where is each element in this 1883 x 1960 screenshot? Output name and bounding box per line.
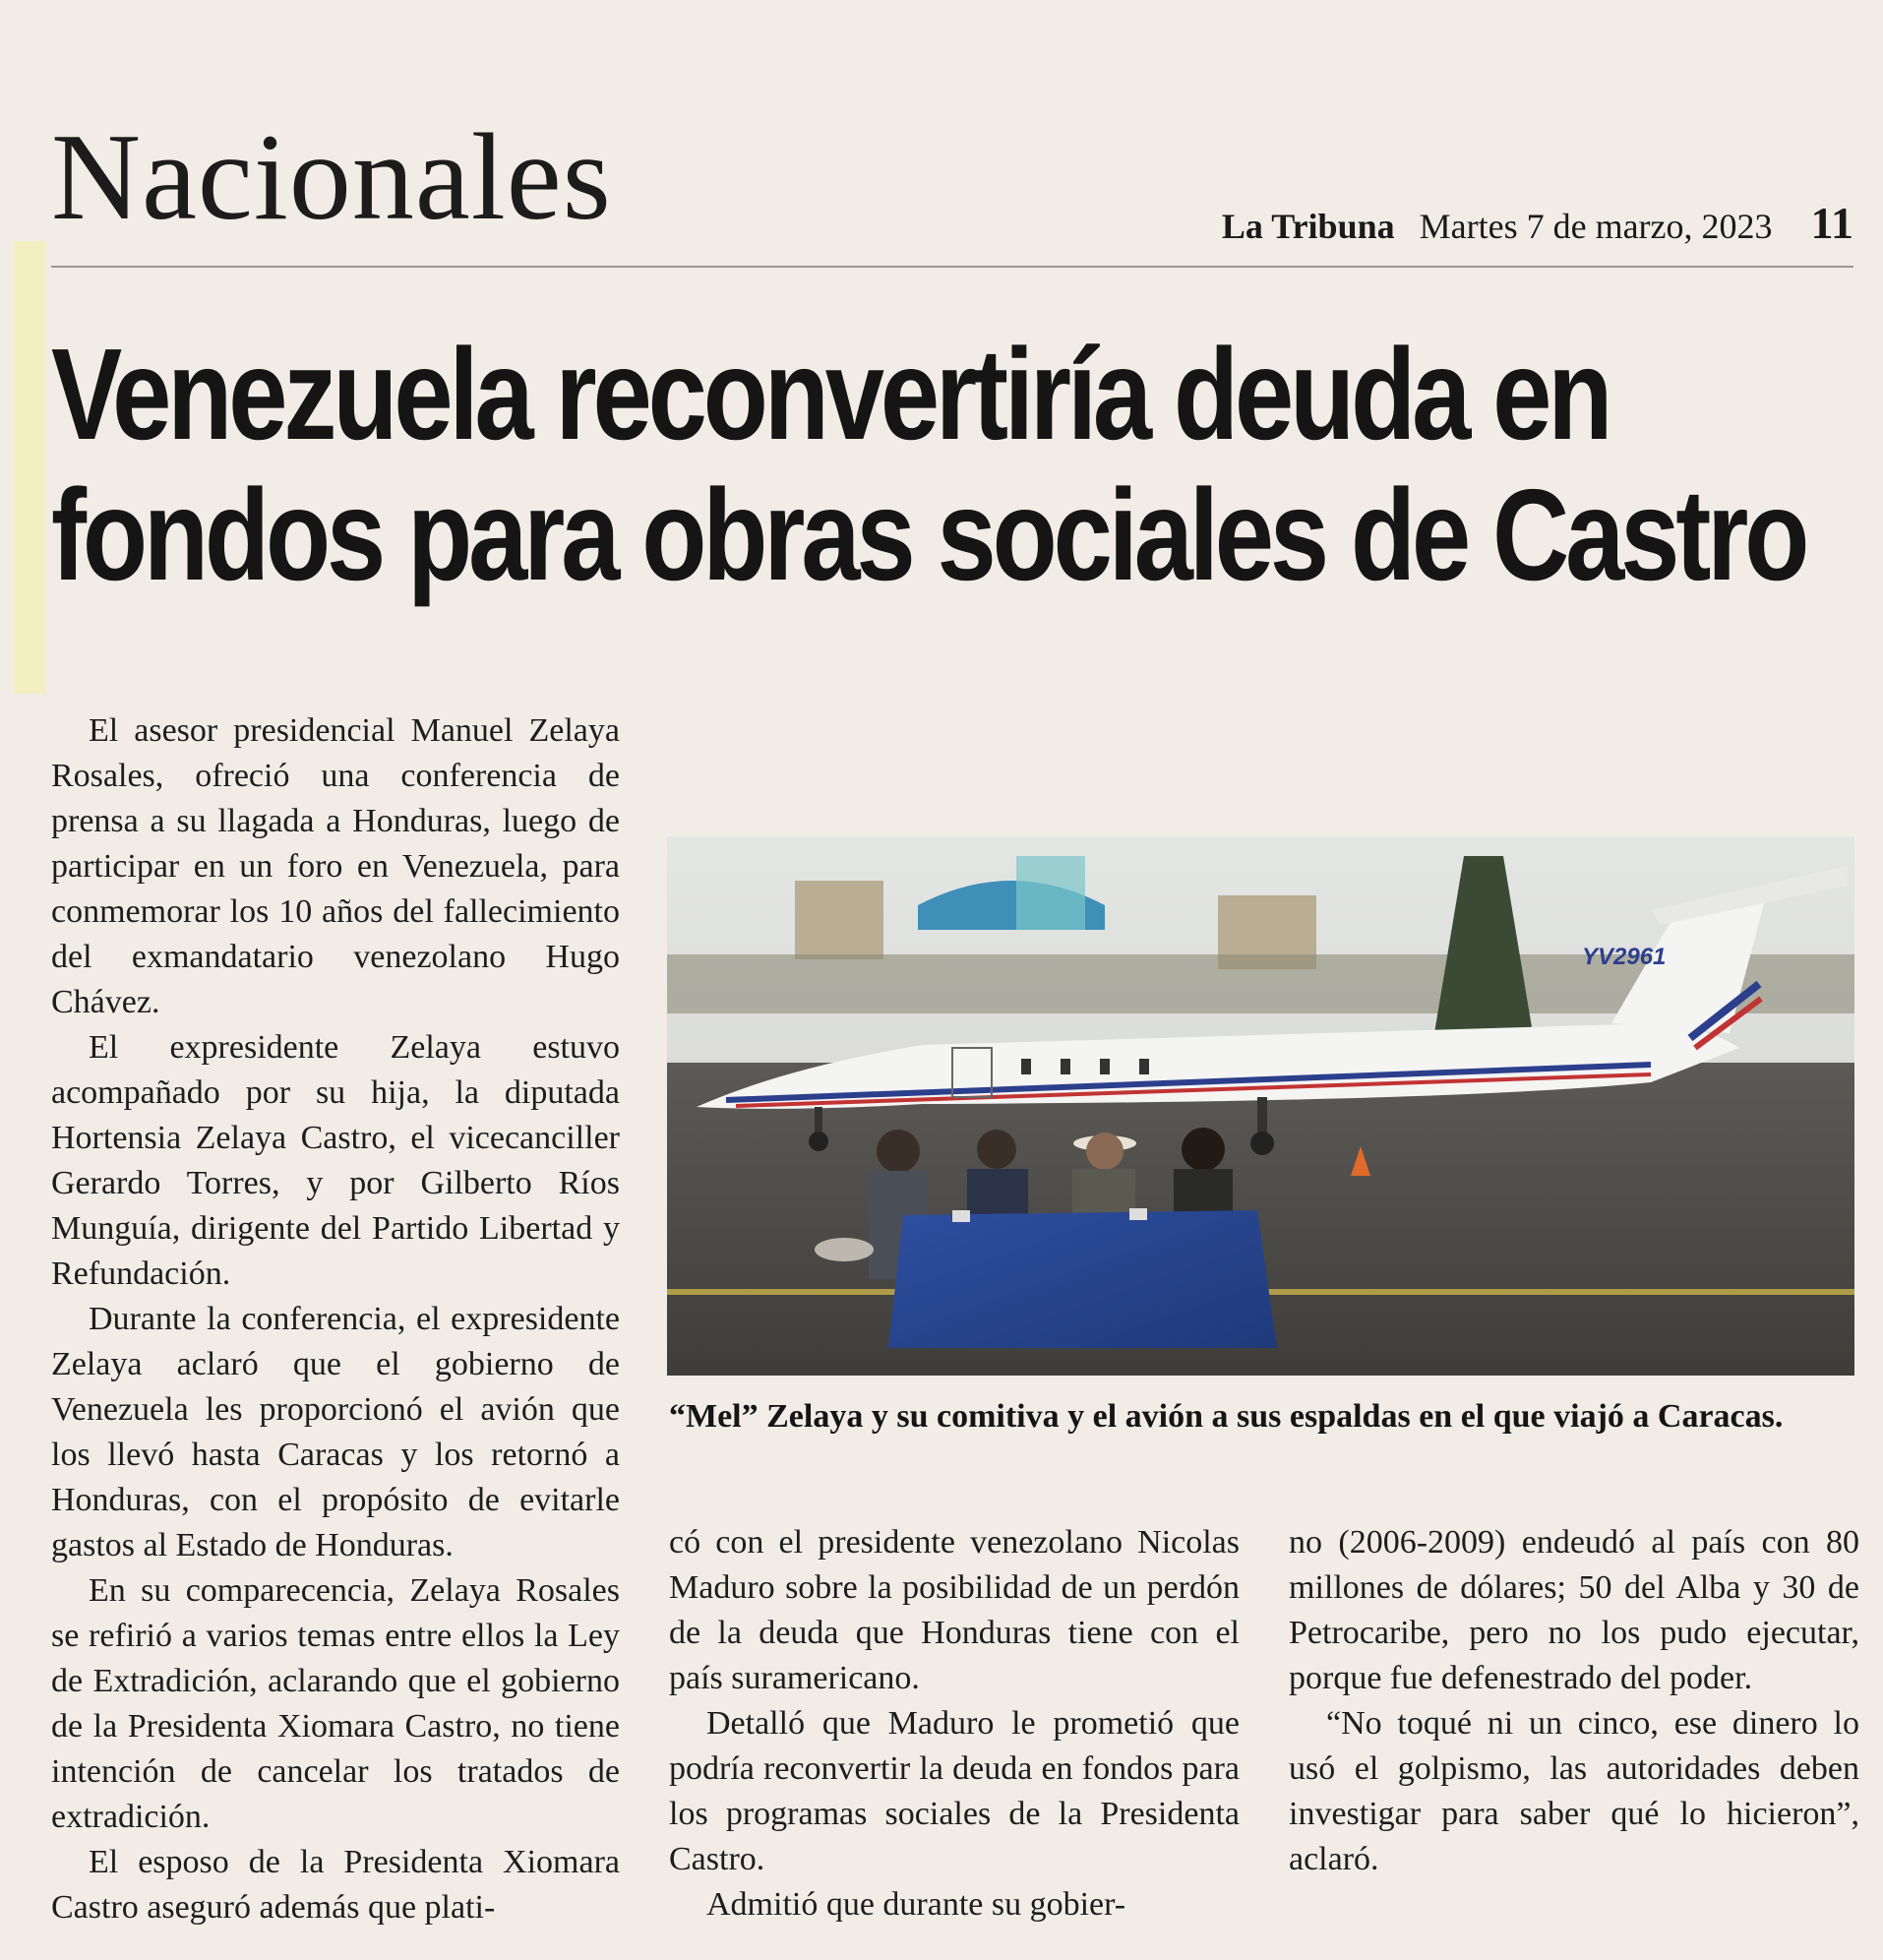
article-column-3 [1289,1520,1859,1882]
section-title: Nacionales [51,109,612,246]
paragraph: “No toqué ni un cinco, ese dinero lo usó el golpismo, las autoridades deben investigar para saber qué lo hicieron”, aclaró. [1289,1705,1859,1877]
paragraph: En su comparecencia, Zelaya Rosales se refirió a varios temas entre ellos la Ley de Extradición, aclarando que el gobierno de la Presidenta Xiomara Castro, no tiene intención de cancelar los tratados de extradición. [51,1572,620,1835]
page-number: 11 [1810,198,1853,248]
plane-registration: YV2961 [1582,944,1667,970]
news-photo [667,836,1854,1376]
paragraph: El esposo de la Presidenta Xiomara Castro aseguró además que plati- [51,1844,620,1926]
header-rule [51,266,1853,268]
paragraph: có con el presidente venezolano Nicolas Maduro sobre la posibilidad de un perdón de la deuda que Honduras tiene con el país suramericano. [669,1524,1240,1696]
newspaper-name: La Tribuna [1221,207,1395,246]
paragraph: no (2006-2009) endeudó al país con 80 millones de dólares; 50 del Alba y 30 de Petrocaribe, pero no los pudo ejecutar, porque fue defenestrado del poder. [1289,1524,1859,1696]
article-column-1 [51,708,620,1930]
paragraph: El asesor presidencial Manuel Zelaya Rosales, ofreció una conferencia de prensa a su llagada a Honduras, luego de participar en un foro en Venezuela, para conmemorar los 10 años del fallecimiento del exmandatario venezolano Hugo Chávez. [51,712,620,1020]
headline-line-1: Venezuela reconvertiría deuda en [51,322,1610,466]
photo-illustration [667,836,1854,1376]
headline-line-2: fondos para obras sociales de Castro [51,461,1806,607]
paragraph: Admitió que durante su gobier- [706,1886,1126,1923]
paragraph: Detalló que Maduro le prometió que podría reconvertir la deuda en fondos para los programas sociales de la Presidenta Castro. [669,1705,1240,1877]
photo-caption: “Mel” Zelaya y su comitiva y el avión a sus espaldas en el que viajó a Caracas. [669,1398,1784,1435]
paragraph: Durante la conferencia, el expresidente Zelaya aclaró que el gobierno de Venezuela les proporcionó el avión que los llevó hasta Caracas y los retornó a Honduras, con el propósito de evitarle gastos al Estado de Honduras. [51,1301,620,1563]
masthead [1222,197,1853,249]
issue-date: Martes 7 de marzo, 2023 [1419,207,1773,246]
paragraph: El expresidente Zelaya estuvo acompañado por su hija, la diputada Hortensia Zelaya Castro, el vicecanciller Gerardo Torres, y por Gilberto Ríos Munguía, dirigente del Partido Libertad y Refundación. [51,1029,620,1292]
article-column-2 [669,1520,1240,1928]
headline [51,322,1806,607]
highlighter-mark [14,241,45,694]
